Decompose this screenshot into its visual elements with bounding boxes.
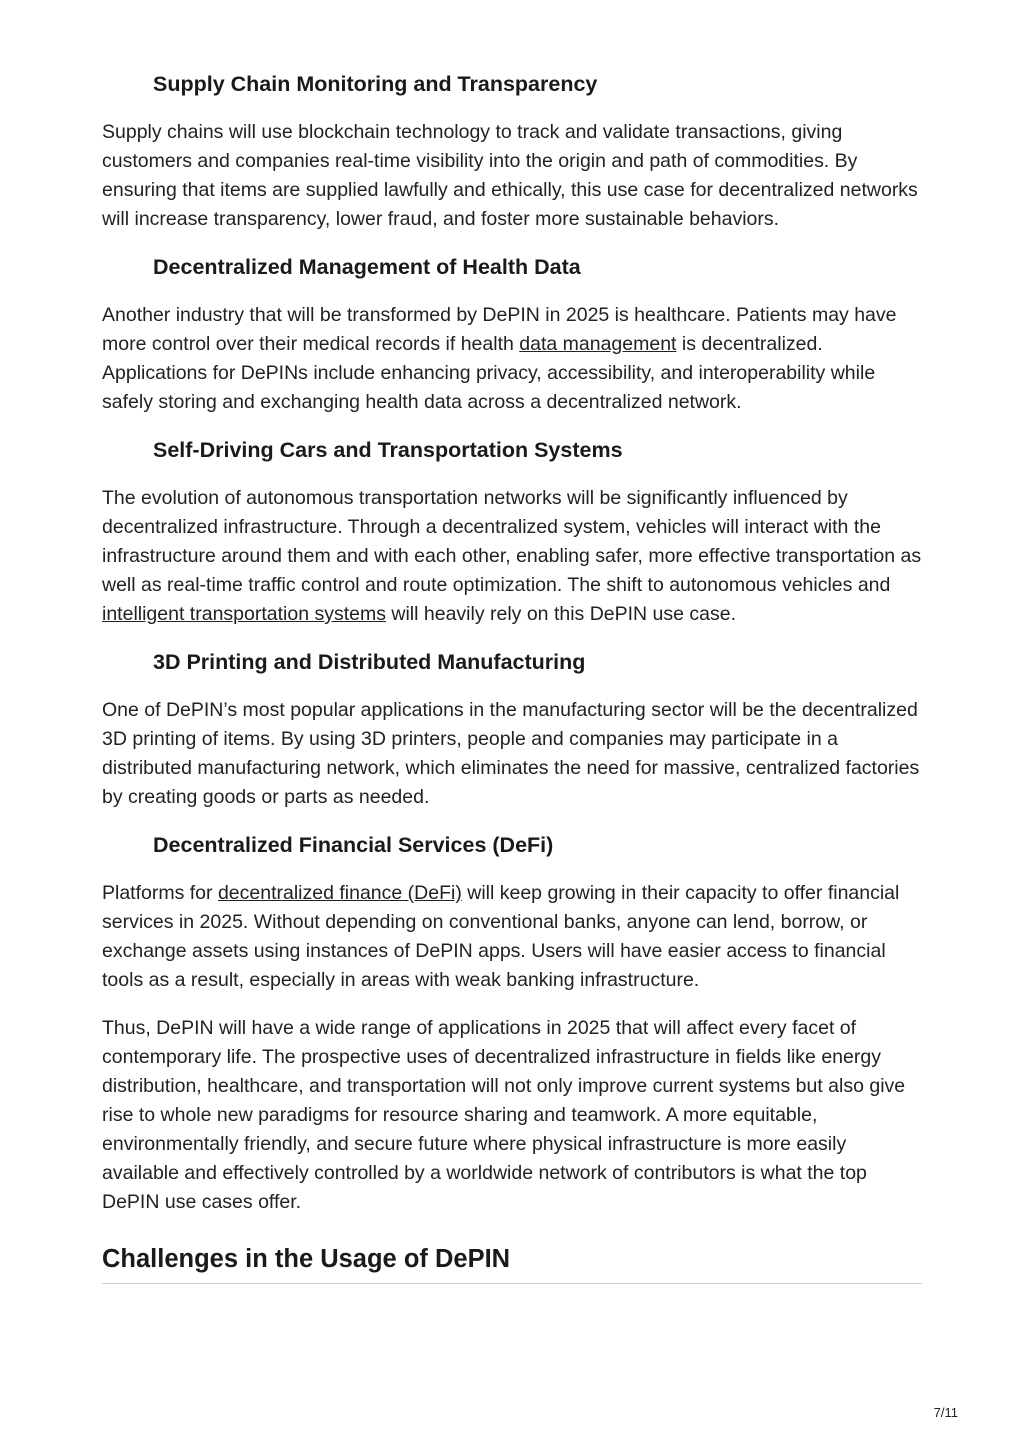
paragraph-3d-printing: One of DePIN’s most popular applications in the manufacturing sector will be the decentralized 3D printing of items. By using 3D printers, people and companies may participate in a distributed manufacturing network, which eliminates the need for massive, centralized factories by creating goods or parts as needed. xyxy=(102,699,920,808)
paragraph-health-data xyxy=(102,301,922,417)
paragraph-text: will keep growing in their capacity to offer financial services in 2025. Without depending on conventional banks, anyone can lend, borrow, or exchange assets using instances of DePIN apps. Users will have easier access to financial tools as a result, especially in areas with weak banking infrastructure. xyxy=(102,882,900,991)
heading-challenges: Challenges in the Usage of DePIN xyxy=(102,1243,922,1284)
heading-3d-printing: 3D Printing and Distributed Manufacturing xyxy=(153,650,586,674)
heading-self-driving: Self-Driving Cars and Transportation Systems xyxy=(153,438,623,462)
paragraph-text: Platforms for xyxy=(102,882,218,904)
link-defi[interactable]: decentralized finance (DeFi) xyxy=(217,882,462,904)
paragraph-summary: Thus, DePIN will have a wide range of applications in 2025 that will affect every facet of contemporary life. The prospective uses of decentralized infrastructure in fields like energy distribution, healthcare, and transportation will not only improve current systems but also give rise to whole new paradigms for resource sharing and teamwork. A more equitable, environmentally friendly, and secure future where physical infrastructure is more easily available and effectively controlled by a worldwide network of contributors is what the top DePIN use cases offer. xyxy=(102,1017,906,1213)
document-body xyxy=(102,70,922,1284)
paragraph-text: will heavily rely on this DePIN use case. xyxy=(385,603,737,625)
link-data-management[interactable]: data management xyxy=(519,333,677,355)
page-number: 7/11 xyxy=(933,1405,958,1420)
link-intelligent-transportation[interactable]: intelligent transportation systems xyxy=(102,603,386,625)
paragraph-self-driving xyxy=(102,484,922,629)
paragraph-defi xyxy=(102,879,922,995)
paragraph-text: The evolution of autonomous transportation networks will be significantly influenced by decentralized infrastructure. Through a decentralized system, vehicles will interact with the infrastructure around them and with each other, enabling safer, more effective transportation as well as real-time traffic control and route optimization. The shift to autonomous vehicles and xyxy=(102,487,922,596)
paragraph-text: Another industry that will be transformed by DePIN in 2025 is healthcare. Patients may have more control over their medical records if health xyxy=(102,304,897,355)
paragraph-supply-chain: Supply chains will use blockchain technology to track and validate transactions, giving customers and companies real-time visibility into the origin and path of commodities. By ensuring that items are supplied lawfully and ethically, this use case for decentralized networks will increase transparency, lower fraud, and foster more sustainable behaviors. xyxy=(102,121,918,230)
paragraph-text: is decentralized. Applications for DePINs include enhancing privacy, accessibility, and interoperability while safely storing and exchanging health data across a decentralized network. xyxy=(102,333,876,413)
heading-health-data: Decentralized Management of Health Data xyxy=(153,255,581,279)
heading-supply-chain: Supply Chain Monitoring and Transparency xyxy=(153,72,598,96)
heading-defi: Decentralized Financial Services (DeFi) xyxy=(153,833,554,857)
